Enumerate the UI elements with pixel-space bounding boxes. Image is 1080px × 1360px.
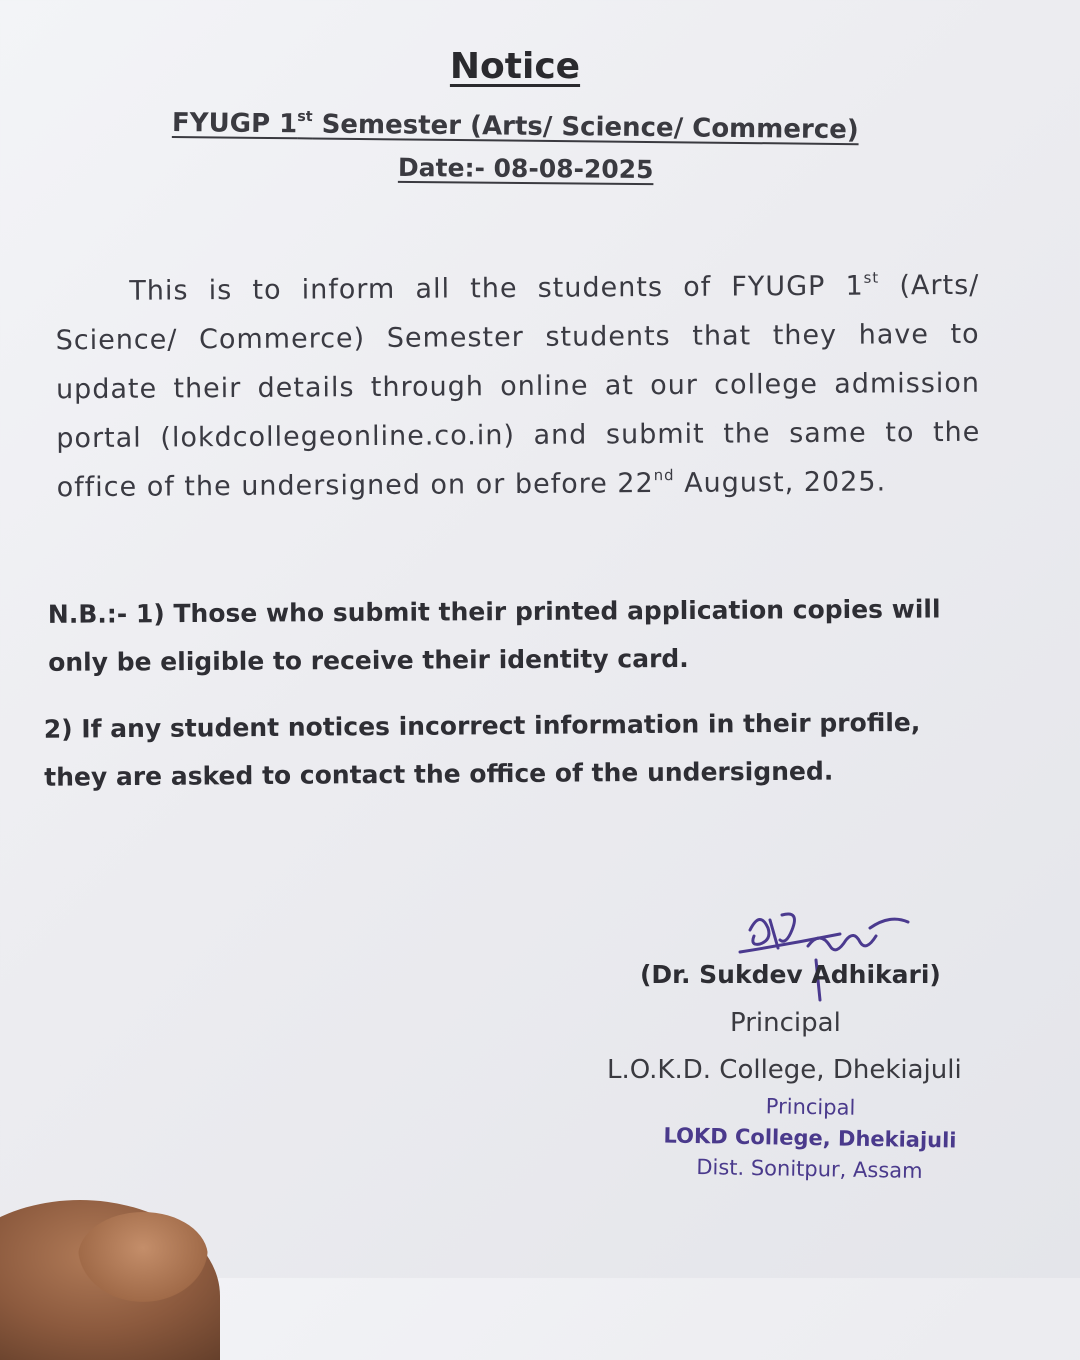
stamp-line-2: LOKD College, Dhekiajuli (663, 1123, 957, 1153)
nb-item-1: N.B.:- 1) Those who submit their printed application copies will only be eligible to receive their identity card. (47, 594, 941, 677)
stamp-line-1: Principal (765, 1094, 856, 1120)
notice-subtitle: FYUGP 1st Semester (Arts/ Science/ Commerce) (171, 108, 859, 146)
finger-tip (78, 1212, 208, 1302)
nb-item-2: 2) If any student notices incorrect information in their profile, they are asked to contact the office of the undersigned. (43, 707, 921, 792)
notice-date: Date:- 08-08-2025 (397, 152, 654, 185)
signatory-name: (Dr. Sukdev Adhikari) (640, 960, 941, 989)
stamp-line-3: Dist. Sonitpur, Assam (696, 1155, 923, 1183)
signatory-college: L.O.K.D. College, Dhekiajuli (607, 1055, 962, 1085)
handwritten-signature (720, 900, 920, 1010)
notice-body-paragraph: This is to inform all the students of FYUGP 1st (Arts/ Science/ Commerce) Semester students that they have to update their details through online at our college admission portal (lokdcollegeonline.co.in) and submit the same to the office of the undersigned on or before 22nd August, 2025. (55, 268, 981, 504)
official-stamp (639, 1089, 981, 1188)
signatory-title: Principal (730, 1008, 841, 1038)
notice-title: Notice (449, 46, 581, 87)
